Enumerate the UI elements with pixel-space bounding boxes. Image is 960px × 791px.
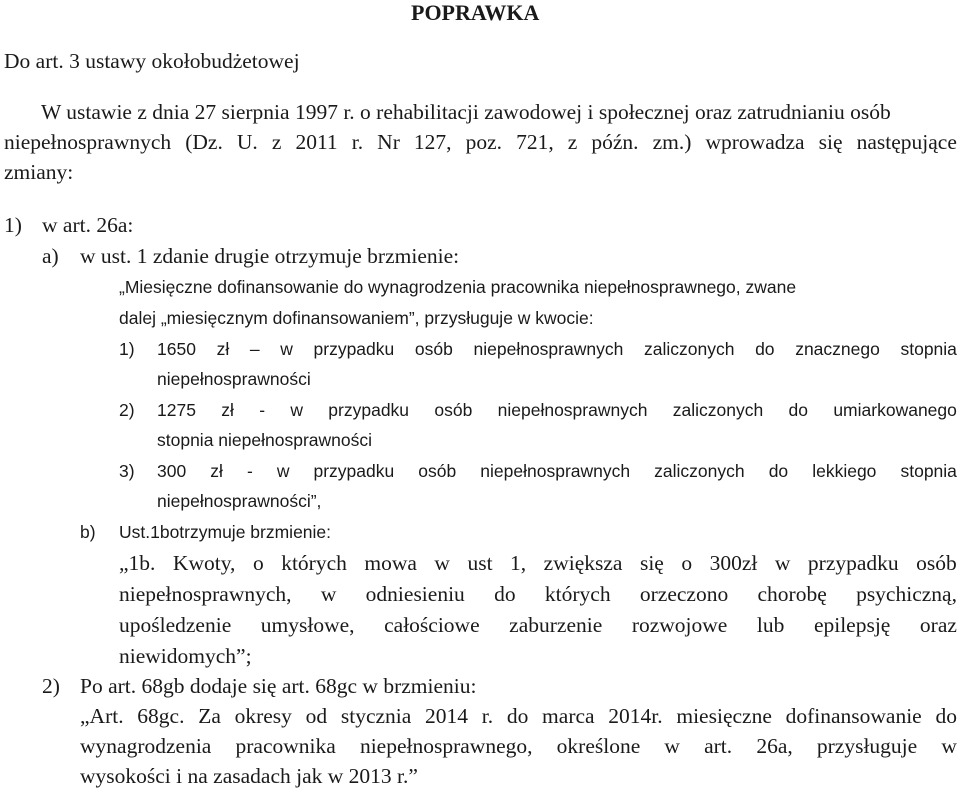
word: których <box>281 551 347 575</box>
word: w <box>941 734 957 758</box>
word: 300 <box>157 461 187 481</box>
word: których <box>544 582 611 606</box>
word: upośledzenie <box>119 613 232 637</box>
word: „1b. <box>119 551 156 575</box>
item-2-quote-line-3: wysokości i na zasadach jak w 2013 r.” <box>80 764 418 788</box>
word: w <box>276 461 290 481</box>
word: niepełnosprawnych, <box>119 582 292 606</box>
item-2-marker: 2) <box>42 674 60 698</box>
word: o <box>681 551 693 575</box>
item-1-text: w art. 26a: <box>42 213 134 237</box>
word: dofinansowanie <box>785 704 922 728</box>
quote-a-line-1: „Miesięczne dofinansowanie do wynagrodzenia pracownika niepełnosprawnego, zwane <box>119 277 797 297</box>
quote-b-line-2 <box>119 584 957 606</box>
word: przypadku <box>313 339 395 359</box>
word: chorobę <box>757 582 827 606</box>
word: rozwojowe <box>631 613 728 637</box>
intro-line-1: W ustawie z dnia 27 sierpnia 1997 r. o rehabilitacji zawodowej i społecznej oraz zatrudnianiu osób <box>41 100 891 124</box>
word: z <box>271 130 282 154</box>
word: art. <box>704 734 733 758</box>
word: umysłowe, <box>260 613 355 637</box>
word: orzeczono <box>639 582 729 606</box>
word: określone <box>556 734 641 758</box>
word: stopnia <box>900 461 957 481</box>
document-title: POPRAWKA <box>411 0 540 25</box>
word: niepełnosprawnych <box>497 400 648 420</box>
word: 1650 <box>157 339 196 359</box>
word: stopnia <box>900 339 957 359</box>
word: zł <box>221 400 234 420</box>
point-1-line-2: niepełnosprawności <box>157 369 311 389</box>
quote-a-line-2: dalej „miesięcznym dofinansowaniem”, przysługuje w kwocie: <box>119 308 594 328</box>
word: psychiczną, <box>856 582 957 606</box>
word: 68gc. <box>137 704 185 728</box>
word: do <box>755 339 775 359</box>
word: zaliczonych <box>643 339 735 359</box>
word: niepełnosprawnych <box>4 130 172 154</box>
word: Nr <box>377 130 400 154</box>
word: lub <box>756 613 785 637</box>
word: zaburzenie <box>509 613 603 637</box>
item-1-marker: 1) <box>4 213 22 237</box>
word: wynagrodzenia <box>80 734 212 758</box>
quote-b-line-1 <box>119 553 957 575</box>
word: epilepsję <box>813 613 891 637</box>
word: r. <box>351 130 364 154</box>
word: osób <box>916 551 957 575</box>
word: od <box>305 704 328 728</box>
point-3-line-2: niepełnosprawności”, <box>157 491 322 511</box>
word: „Art. <box>80 704 124 728</box>
word: do <box>506 704 529 728</box>
subitem-b-marker: b) <box>80 522 96 542</box>
word: przypadku <box>328 400 410 420</box>
word: miesięczne <box>676 704 772 728</box>
word: w <box>664 734 680 758</box>
word: zm.) <box>652 130 692 154</box>
intro-line-3: zmiany: <box>4 160 74 184</box>
word: okresy <box>234 704 292 728</box>
word: 1, <box>510 551 527 575</box>
word: – <box>249 339 260 359</box>
word: umiarkowanego <box>833 400 957 420</box>
word: przypadku <box>313 461 395 481</box>
word: wprowadza <box>705 130 805 154</box>
word: Za <box>198 704 221 728</box>
word: przysługuje <box>816 734 918 758</box>
word: się <box>639 551 664 575</box>
word: (Dz. <box>185 130 223 154</box>
word: mowa <box>364 551 417 575</box>
point-3-marker: 3) <box>119 461 135 481</box>
word: odniesieniu <box>365 582 465 606</box>
point-2-line-1 <box>157 402 957 420</box>
point-2-line-2: stopnia niepełnosprawności <box>157 430 372 450</box>
word: całościowe <box>384 613 480 637</box>
word: zaliczonych <box>672 400 764 420</box>
point-2-marker: 2) <box>119 400 135 420</box>
point-1-line-1 <box>157 341 957 359</box>
word: późn. <box>591 130 639 154</box>
word: niepełnosprawnego, <box>359 734 533 758</box>
item-2-quote-line-2 <box>80 736 957 758</box>
word: marca <box>542 704 595 728</box>
quote-b-line-4: niewidomych”; <box>119 644 252 668</box>
word: - <box>246 461 253 481</box>
word: osób <box>418 461 457 481</box>
word: lekkiego <box>812 461 877 481</box>
word: w <box>320 582 337 606</box>
word: r. <box>481 704 494 728</box>
word: następujące <box>856 130 957 154</box>
word: pracownika <box>235 734 336 758</box>
word: się <box>818 130 843 154</box>
word: 1275 <box>157 400 196 420</box>
word: zł <box>216 339 230 359</box>
point-1-marker: 1) <box>119 339 135 359</box>
word: do <box>935 704 957 728</box>
word: - <box>259 400 266 420</box>
word: poz. <box>465 130 503 154</box>
word: w <box>280 339 293 359</box>
intro-line-2 <box>4 132 957 154</box>
word: do <box>494 582 516 606</box>
word: w <box>434 551 450 575</box>
quote-b-line-3 <box>119 615 957 637</box>
word: 2014 <box>425 704 469 728</box>
subitem-a-text: w ust. 1 zdanie drugie otrzymuje brzmienie: <box>80 244 460 268</box>
word: U. <box>236 130 258 154</box>
word: zaliczonych <box>654 461 745 481</box>
word: stycznia <box>340 704 412 728</box>
word: 721, <box>516 130 554 154</box>
word: znacznego <box>795 339 880 359</box>
word: 2011 <box>295 130 338 154</box>
word: oraz <box>919 613 957 637</box>
word: o <box>252 551 264 575</box>
item-2-text: Po art. 68gb dodaje się art. 68gc w brzmieniu: <box>80 674 477 698</box>
item-2-quote-line-1 <box>80 706 957 728</box>
amendment-heading: Do art. 3 ustawy okołobudżetowej <box>4 49 300 73</box>
word: w <box>290 400 303 420</box>
word: przypadku <box>807 551 899 575</box>
word: do <box>788 400 809 420</box>
subitem-a-marker: a) <box>42 244 59 268</box>
word: do <box>768 461 789 481</box>
word: z <box>567 130 578 154</box>
word: w <box>774 551 791 575</box>
word: 2014r. <box>608 704 663 728</box>
point-3-line-1 <box>157 463 957 481</box>
word: niepełnosprawnych <box>480 461 631 481</box>
word: Kwoty, <box>172 551 236 575</box>
word: zwiększa <box>543 551 623 575</box>
word: niepełnosprawnych <box>473 339 624 359</box>
word: 26a, <box>756 734 793 758</box>
word: osób <box>434 400 473 420</box>
word: 127, <box>413 130 452 154</box>
subitem-b-text: Ust.1botrzymuje brzmienie: <box>119 522 332 542</box>
word: osób <box>414 339 453 359</box>
word: 300zł <box>709 551 758 575</box>
word: zł <box>210 461 223 481</box>
word: ust <box>467 551 493 575</box>
